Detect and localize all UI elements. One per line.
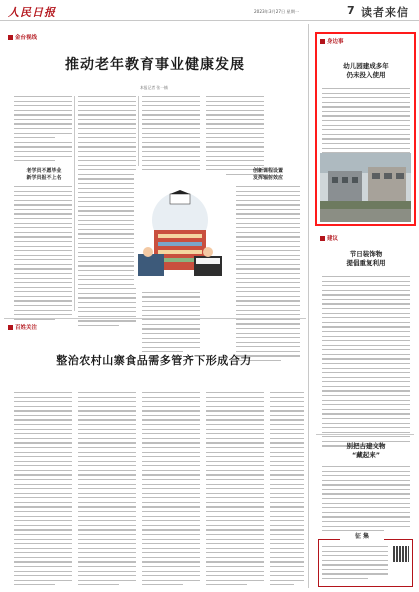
section-divider — [4, 318, 306, 319]
dateline: 2023年3月27日 星期一 — [254, 9, 300, 14]
main-text-col-5 — [236, 186, 300, 365]
section-label-jianyi: 建议 — [320, 234, 338, 242]
bottom-text-col-4 — [206, 392, 264, 589]
masthead — [0, 0, 419, 21]
bottom-text-col-3 — [142, 392, 200, 589]
main-text-col-2 — [78, 96, 136, 329]
right-text-1 — [322, 88, 410, 161]
main-text-col-3 — [142, 96, 200, 178]
right-headline-heritage[interactable]: 别把古建文物 “藏起来” — [346, 442, 386, 459]
kindergarten-photo — [320, 153, 411, 222]
bottom-text-col-5 — [270, 392, 304, 589]
subhead-1: 老学员不愿毕业 新学员报不上名 — [26, 168, 62, 181]
bottom-text-col-2 — [78, 392, 136, 589]
qr-code-icon[interactable] — [393, 546, 409, 562]
text-col-divider — [138, 96, 139, 166]
right-divider — [316, 434, 414, 435]
subhead-3: 创新课程设置 发挥辐射效应 — [252, 168, 283, 181]
right-headline-kindergarten[interactable]: 幼儿园建成多年 仍未投入使用 — [343, 62, 389, 79]
right-headline-decorations[interactable]: 节日装饰物 提倡重复利用 — [346, 250, 386, 267]
section-label-baixing: 百姓关注 — [8, 323, 37, 331]
section-label-jintai: 金台视线 — [8, 33, 37, 41]
text-col-divider — [74, 96, 75, 311]
main-headline[interactable]: 推动老年教育事业健康发展 — [65, 57, 245, 73]
education-illustration — [134, 170, 226, 288]
right-text-2 — [322, 276, 410, 450]
main-text-col-1 — [14, 96, 72, 165]
main-text-col-4 — [206, 96, 264, 178]
newspaper-logo: 人民日报 — [8, 6, 56, 19]
main-text-col-1b — [14, 186, 72, 323]
column-divider — [308, 24, 309, 588]
call-for-submissions-title: 征 集 — [340, 531, 384, 541]
page-title: 读者来信 — [361, 6, 409, 19]
bottom-text-col-1 — [14, 392, 72, 589]
right-text-3 — [322, 466, 410, 535]
bottom-headline[interactable]: 整治农村山寨食品需多管齐下形成合力 — [56, 354, 252, 367]
notice-text — [322, 546, 388, 583]
main-byline: 本报记者 张一楠 — [140, 85, 168, 90]
section-label-shenbianshi: 身边事 — [320, 37, 344, 45]
page-number: 7 — [347, 4, 355, 17]
